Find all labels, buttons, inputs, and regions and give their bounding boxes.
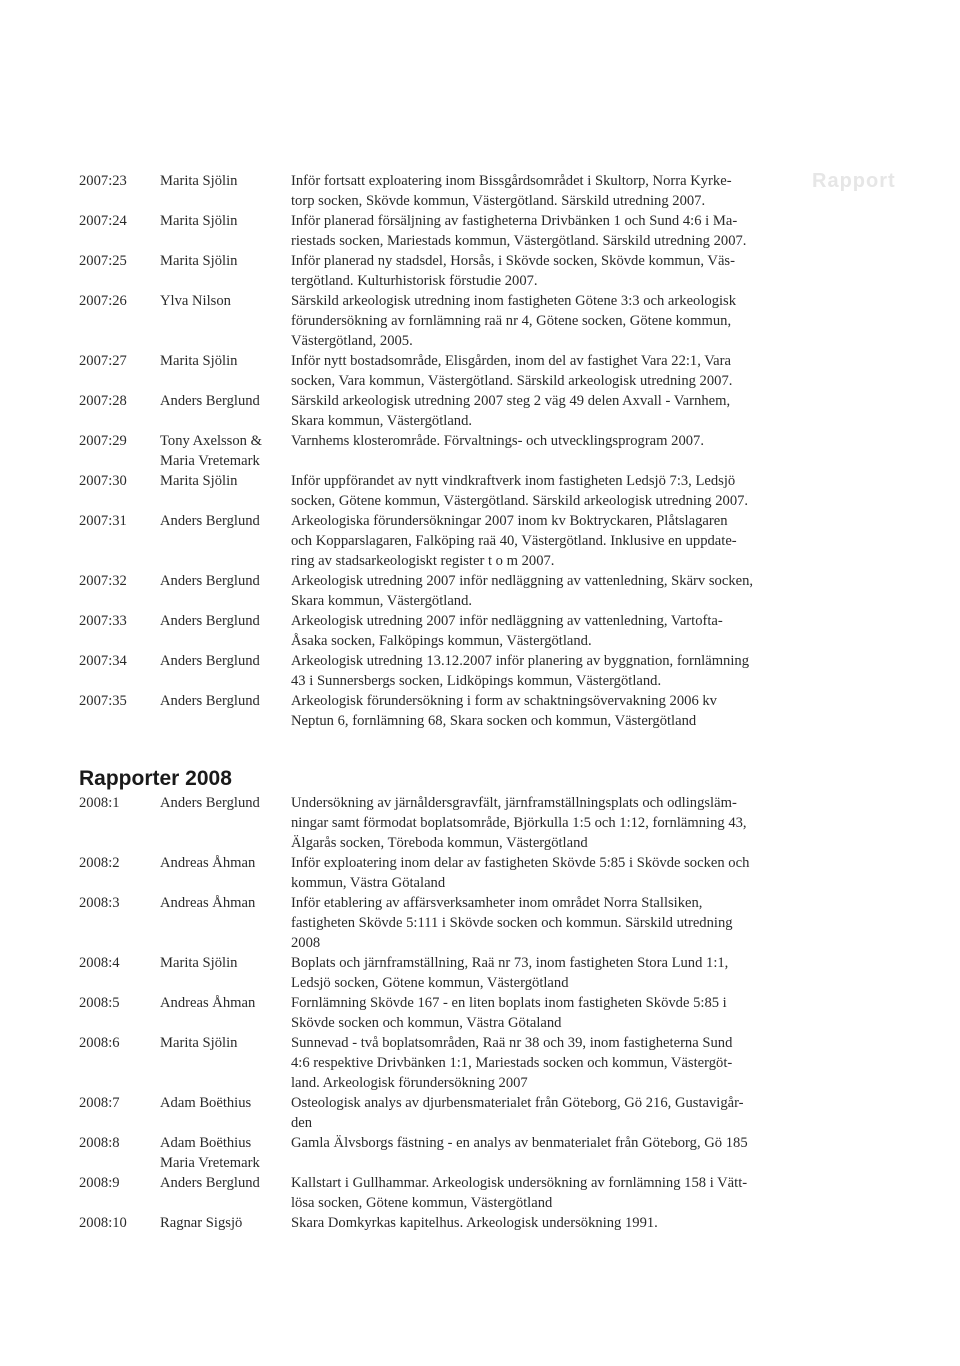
report-description: Arkeologisk förundersökning i form av schaktningsövervakning 2006 kv Neptun 6, fornlämning 68, Skara socken och kommun, Västergötland bbox=[291, 693, 717, 729]
report-entry bbox=[79, 893, 804, 953]
report-number: 2007:33 bbox=[79, 613, 127, 629]
report-number: 2007:32 bbox=[79, 573, 127, 589]
report-number: 2007:26 bbox=[79, 293, 127, 309]
report-number: 2008:8 bbox=[79, 1135, 120, 1151]
report-number: 2007:24 bbox=[79, 213, 127, 229]
report-entry bbox=[79, 251, 804, 291]
report-description: Inför uppförandet av nytt vindkraftverk inom fastigheten Ledsjö 7:3, Ledsjö socken, Götene kommun, Västergötland. Särskild arkeologisk utredning 2007. bbox=[291, 473, 749, 509]
report-author: Anders Berglund bbox=[160, 613, 260, 629]
report-author: Marita Sjölin bbox=[160, 253, 238, 269]
report-entry bbox=[79, 1033, 804, 1093]
report-author: Andreas Åhman bbox=[160, 995, 256, 1011]
report-author: Marita Sjölin bbox=[160, 173, 238, 189]
report-description: Inför etablering av affärsverksamheter inom området Norra Stallsiken, fastigheten Skövde 5:111 i Skövde socken och kommun. Särskild utredning 2008 bbox=[291, 895, 733, 951]
reports-2008-list bbox=[79, 793, 804, 1233]
report-description: Särskild arkeologisk utredning 2007 steg 2 väg 49 delen Axvall - Varnhem, Skara kommun, Västergötland. bbox=[291, 393, 731, 429]
report-description: Inför planerad ny stadsdel, Horsås, i Skövde socken, Skövde kommun, Väs- tergötland. Kulturhistorisk förstudie 2007. bbox=[291, 253, 735, 289]
report-entry bbox=[79, 611, 804, 651]
report-entry bbox=[79, 1213, 804, 1233]
report-entry bbox=[79, 511, 804, 571]
report-author: Anders Berglund bbox=[160, 795, 260, 811]
reports-2007-list bbox=[79, 171, 804, 731]
report-description: Inför planerad försäljning av fastigheterna Drivbänken 1 och Sund 4:6 i Ma- riestads socken, Mariestads kommun, Västergötland. Särskild utredning 2007. bbox=[291, 213, 747, 249]
report-author: Andreas Åhman bbox=[160, 855, 256, 871]
report-entry bbox=[79, 571, 804, 611]
report-number: 2008:7 bbox=[79, 1095, 120, 1111]
report-number: 2008:10 bbox=[79, 1215, 127, 1231]
faint-bleedthrough-heading: Rapport bbox=[812, 170, 896, 192]
report-description: Arkeologisk utredning 2007 inför nedläggning av vattenledning, Vartofta- Åsaka socken, Falköpings kommun, Västergötland. bbox=[291, 613, 723, 649]
report-entry bbox=[79, 351, 804, 391]
report-author: Anders Berglund bbox=[160, 1175, 260, 1191]
report-author: Anders Berglund bbox=[160, 573, 260, 589]
report-entry bbox=[79, 171, 804, 211]
report-author: Anders Berglund bbox=[160, 653, 260, 669]
report-number: 2007:35 bbox=[79, 693, 127, 709]
report-number: 2008:1 bbox=[79, 795, 120, 811]
report-description: Varnhems klosterområde. Förvaltnings- och utvecklingsprogram 2007. bbox=[291, 433, 704, 449]
report-description: Inför nytt bostadsområde, Elisgården, inom del av fastighet Vara 22:1, Vara socken, Vara kommun, Västergötland. Särskild arkeologisk utredning 2007. bbox=[291, 353, 733, 389]
report-entry bbox=[79, 1093, 804, 1133]
report-number: 2007:28 bbox=[79, 393, 127, 409]
report-description: Undersökning av järnåldersgravfält, järnframställningsplats och odlingsläm- ningar samt förmodat boplatsområde, Björkulla 1:5 och 1:12, fornlämning 43, Älgarås socken, Töreboda kommun, Västergötland bbox=[291, 795, 747, 851]
report-author: Marita Sjölin bbox=[160, 473, 238, 489]
report-description: Sunnevad - två boplatsområden, Raä nr 38 och 39, inom fastigheterna Sund 4:6 respektive Drivbänken 1:1, Mariestads socken och kommun, Västergöt- land. Arkeologisk förundersökning 2007 bbox=[291, 1035, 733, 1091]
report-description: Arkeologiska förundersökningar 2007 inom kv Boktryckaren, Plåtslagaren och Kopparslagaren, Falköping raä 40, Västergötland. Inklusive en uppdate- ring av stadsarkeologiskt register t o m 2007. bbox=[291, 513, 737, 569]
report-author: Adam Boëthius bbox=[160, 1095, 252, 1111]
report-entry bbox=[79, 993, 804, 1033]
report-author: Ylva Nilson bbox=[160, 293, 231, 309]
report-entry bbox=[79, 1173, 804, 1213]
report-description: Kallstart i Gullhammar. Arkeologisk undersökning av fornlämning 158 i Vätt- lösa socken, Götene kommun, Västergötland bbox=[291, 1175, 748, 1211]
report-entry bbox=[79, 953, 804, 993]
report-number: 2007:29 bbox=[79, 433, 127, 449]
report-description: Inför fortsatt exploatering inom Bissgårdsområdet i Skultorp, Norra Kyrke- torp socken, Skövde kommun, Västergötland. Särskild utredning 2007. bbox=[291, 173, 732, 209]
report-description: Särskild arkeologisk utredning inom fastigheten Götene 3:3 och arkeologisk förundersökning av fornlämning raä nr 4, Götene socken, Götene kommun, Västergötland, 2005. bbox=[291, 293, 737, 349]
report-number: 2007:31 bbox=[79, 513, 127, 529]
report-description: Boplats och järnframställning, Raä nr 73, inom fastigheten Stora Lund 1:1, Ledsjö socken, Götene kommun, Västergötland bbox=[291, 955, 729, 991]
report-entry bbox=[79, 471, 804, 511]
report-number: 2007:27 bbox=[79, 353, 127, 369]
report-number: 2007:30 bbox=[79, 473, 127, 489]
report-author: Marita Sjölin bbox=[160, 353, 238, 369]
report-number: 2007:25 bbox=[79, 253, 127, 269]
report-entry bbox=[79, 291, 804, 351]
report-author: Marita Sjölin bbox=[160, 955, 238, 971]
report-entry bbox=[79, 793, 804, 853]
report-author: Andreas Åhman bbox=[160, 895, 256, 911]
report-number: 2008:4 bbox=[79, 955, 120, 971]
report-number: 2008:5 bbox=[79, 995, 120, 1011]
report-description: Inför exploatering inom delar av fastigheten Skövde 5:85 i Skövde socken och kommun, Västra Götaland bbox=[291, 855, 750, 891]
report-author: Marita Sjölin bbox=[160, 213, 238, 229]
section-heading-2008: Rapporter 2008 bbox=[79, 767, 232, 790]
report-description: Gamla Älvsborgs fästning - en analys av benmaterialet från Göteborg, Gö 185 bbox=[291, 1135, 748, 1151]
report-description: Arkeologisk utredning 2007 inför nedläggning av vattenledning, Skärv socken, Skara kommun, Västergötland. bbox=[291, 573, 754, 609]
report-author: Ragnar Sigsjö bbox=[160, 1215, 243, 1231]
report-entry bbox=[79, 391, 804, 431]
report-number: 2008:3 bbox=[79, 895, 120, 911]
report-entry bbox=[79, 431, 804, 471]
report-number: 2007:23 bbox=[79, 173, 127, 189]
report-description: Osteologisk analys av djurbensmaterialet från Göteborg, Gö 216, Gustavigår- den bbox=[291, 1095, 744, 1131]
report-entry bbox=[79, 853, 804, 893]
report-description: Arkeologisk utredning 13.12.2007 inför planering av byggnation, fornlämning 43 i Sunnersbergs socken, Lidköpings kommun, Västergötland. bbox=[291, 653, 750, 689]
report-author: Adam Boëthius Maria Vretemark bbox=[160, 1135, 260, 1171]
report-number: 2008:2 bbox=[79, 855, 120, 871]
report-author: Anders Berglund bbox=[160, 693, 260, 709]
report-author: Anders Berglund bbox=[160, 513, 260, 529]
report-entry bbox=[79, 211, 804, 251]
report-entry bbox=[79, 691, 804, 731]
report-author: Tony Axelsson & Maria Vretemark bbox=[160, 433, 262, 469]
report-description: Skara Domkyrkas kapitelhus. Arkeologisk undersökning 1991. bbox=[291, 1215, 658, 1231]
report-number: 2008:9 bbox=[79, 1175, 120, 1191]
report-entry bbox=[79, 651, 804, 691]
report-description: Fornlämning Skövde 167 - en liten boplats inom fastigheten Skövde 5:85 i Skövde socken och kommun, Västra Götaland bbox=[291, 995, 727, 1031]
report-author: Marita Sjölin bbox=[160, 1035, 238, 1051]
report-number: 2008:6 bbox=[79, 1035, 120, 1051]
report-number: 2007:34 bbox=[79, 653, 127, 669]
report-entry bbox=[79, 1133, 804, 1173]
report-author: Anders Berglund bbox=[160, 393, 260, 409]
